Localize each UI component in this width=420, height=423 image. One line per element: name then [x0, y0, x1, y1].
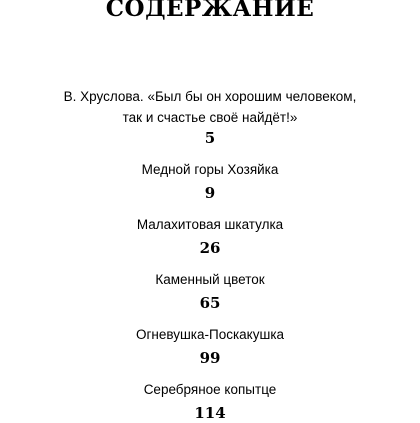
toc-entry-title-line: Медной горы Хозяйка — [141, 162, 279, 177]
toc-entry-page-number: 5 — [204, 129, 216, 147]
toc-entry-title[interactable] — [0, 86, 420, 128]
toc-entry-title[interactable] — [0, 214, 420, 235]
toc-entry-page-number: 65 — [199, 294, 221, 312]
toc-entry-title[interactable] — [0, 379, 420, 400]
toc-heading: СОДЕРЖАНИЕ — [105, 0, 315, 22]
toc-entry-page-number: 9 — [204, 184, 216, 202]
toc-entry-title-line: В. Хруслова. «Был бы он хорошим человеком, — [63, 89, 357, 104]
toc-entry-page-number: 26 — [199, 239, 221, 257]
toc-entry-title[interactable] — [0, 269, 420, 290]
toc-entry-title-line: Каменный цветок — [155, 272, 265, 287]
toc-entry-page-number: 99 — [199, 349, 221, 367]
toc-entry-title-line: так и счастье своё найдёт!» — [122, 110, 298, 125]
toc-entry-page-number: 114 — [194, 404, 226, 422]
toc-entry-title[interactable] — [0, 324, 420, 345]
toc-entry-title-line: Огневушка-Поскакушка — [135, 327, 285, 342]
toc-entry-title-line: Серебряное копытце — [143, 382, 277, 397]
toc-entry-title-line: Малахитовая шкатулка — [136, 217, 284, 232]
toc-entry-title[interactable] — [0, 159, 420, 180]
